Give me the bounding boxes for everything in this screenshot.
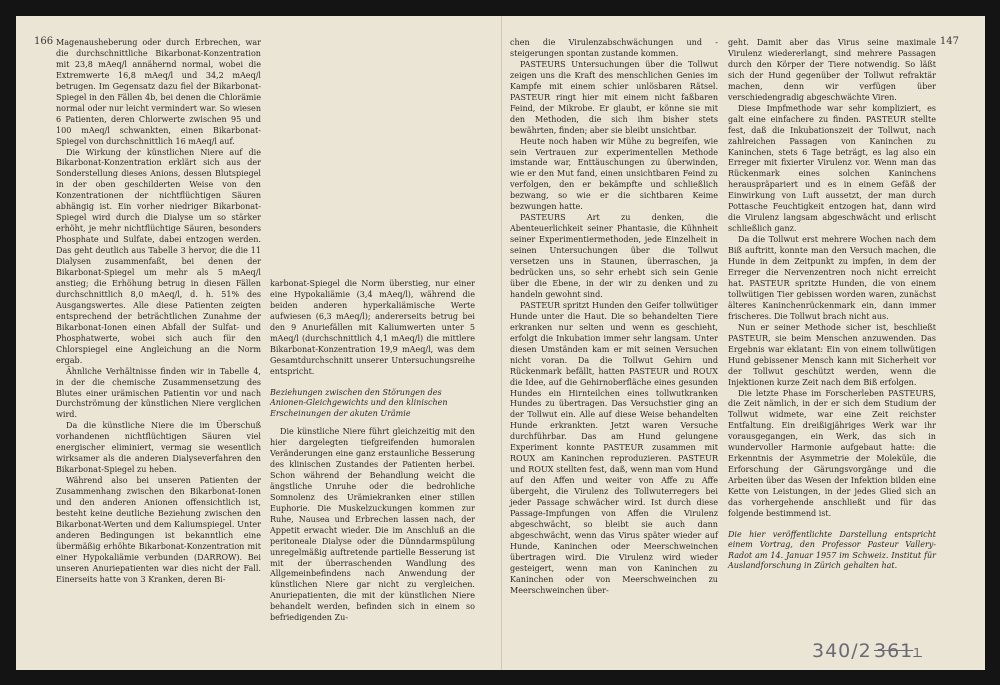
right-page (501, 16, 985, 670)
right-column-2 (728, 38, 936, 572)
paragraph: Während also bei unseren Patienten der Zusammenhang zwischen den Bikarbonat-Ionen und den anderen Anionen offensichtlich ist, besteht keine deutliche Beziehung zwischen den Bikarbonat-Werten und dem Kaliumspiegel. Unter anderen Bedingungen ist bekanntlich eine übermäßig erhöhte Bikarbonat-Konzentration mit einer Hypokaliämie verbunden (DARROW). Bei unseren Anuriepatienten war dies nicht der Fall. Einerseits hatte von 3 Kranken, deren Bi- (56, 476, 261, 584)
paragraph: Diese Impfmethode war sehr kompliziert, es galt eine einfachere zu finden. PASTEUR stellte fest, daß die Inkubationszeit der Tollwut, nach zahlreichen Passagen von Kaninchen zu Kaninchen, stets 6 Tage beträgt, es lag also ein Erreger mit fixierter Virulenz vor. Wenn man das Rückenmark eines solchen Kaninchens herauspräpariert und es in einem Gefäß der Einwirkung von Luft aussetzt, der man durch Pottasche Feuchtigkeit entzogen hat, dann wird die Virulenz langsam abgeschwächt und erlischt schließlich ganz. (728, 103, 936, 234)
paragraph: Nun er seiner Methode sicher ist, beschließt PASTEUR, sie beim Menschen anzuwenden. Das Ergebnis war eklatant: Ein von einem tollwütigen Hund gebissener Mensch kann mit Sicherheit vor der Tollwut geschützt werden, wenn die Injektionen kurze Zeit nach dem Biß erfolgen. (728, 322, 936, 387)
paragraph: Da die Tollwut erst mehrere Wochen nach dem Biß auftritt, konnte man den Versuch machen, die Hunde in dem Zeitpunkt zu impfen, in dem der Erreger die Nervenzentren noch nicht erreicht hat. PASTEUR spritzte Hunden, die von einem tollwütigen Tier gebissen worden waren, zunächst älteres Kaninchenrückenmark ein, dann immer frischeres. Die Tollwut brach nicht aus. (728, 235, 936, 321)
paragraph: PASTEURS Untersuchungen über die Tollwut zeigen uns die Kraft des menschlichen Genies im Kampfe mit einem schier unlösbaren Rätsel. PASTEUR ringt hier mit einem nicht faßbaren Feind, der Mikrobe. Er glaubt, er könne sie mit den Methoden, die sich ihm bisher stets bewährten, finden; aber sie bleibt unsichtbar. (510, 59, 718, 135)
paragraph: PASTEUR spritzt Hunden den Geifer tollwütiger Hunde unter die Haut. Die so behandelten Tiere erkranken nur selten und wenn es geschieht, erfolgt die Inkubation immer sehr langsam. Unter diesen Umständen kam er mit seinen Versuchen nicht voran. Da die Tollwut Gehirn und Rückenmark befällt, hatten PASTEUR und ROUX die Idee, auf die Gehirnoberfläche eines gesunden Hundes ein Hirnteilchen eines tollwutkranken Hundes zu übertragen. Das Versuchstier ging an der Tollwut ein. Alle auf diese Weise behandelten Hunde erkrankten. Jetzt waren Versuche durchführbar. Das am Hund gelungene Experiment konnte PASTEUR zusammen mit ROUX am Kaninchen reproduzieren. PASTEUR und ROUX stellten fest, daß, wenn man vom Hund auf den Affen und weiter von Affe zu Affe übergeht, die Virulenz des Tollwuterregers bei jeder Passage schwächer wird. Ist durch diese Passage-Impfungen von Affen die Virulenz abgeschwächt, so bleibt sie auch dann abgeschwächt, wenn das Virus später wieder auf Hunde, Kaninchen oder Meerschweinchen übertragen wird. Die Virulenz wird wieder gesteigert, wenn man von Kaninchen zu Kaninchen oder von Meerschweinchen zu Meerschweinchen über- (510, 300, 718, 595)
page-number-left: 166 (34, 36, 54, 47)
paragraph: PASTEURS Art zu denken, die Abenteuerlichkeit seiner Phantasie, die Kühnheit seiner Experimentiermethoden, jede Einzelheit in seinen Untersuchungen über die Tollwut versetzen uns in Staunen, überraschen, ja bedrücken uns, so sehr erhebt sich sein Genie über die Ebene, in der wir zu denken und zu handeln gewohnt sind. (510, 213, 718, 299)
book-spread (16, 16, 985, 670)
left-page (16, 16, 501, 670)
pencil-annotation-text: 361 (874, 640, 914, 662)
left-column-1 (56, 38, 261, 586)
paragraph: chen die Virulenzabschwächungen und -steigerungen spontan zustande kommen. (510, 38, 718, 58)
pencil-annotation-struck (874, 640, 922, 662)
paragraph: Die künstliche Niere führt gleichzeitig mit den hier dargelegten tiefgreifenden humoralen Veränderungen eine ganz erstaunliche Besserung des klinischen Zustandes der Patienten herbei. Schon während der Behandlung weicht die ängstliche Unruhe oder die bedrohliche Somnolenz des Urämiekranken einer stillen Euphorie. Die Muskelzuckungen kommen zur Ruhe, Nausea und Erbrechen lassen nach, der Appetit erwacht wieder. Die im Anschluß an die peritoneale Dialyse oder die Dünndarmspülung unregelmäßig auftretende partielle Besserung ist mit der überraschenden Wandlung des Allgemeinbefindens nach Anwendung der künstlichen Niere gar nicht zu vergleichen. Anuriepatienten, die mit der künstlichen Niere behandelt werden, befinden sich in einem so befriedigenden Zu- (270, 427, 475, 623)
footnote: Die hier veröffentlichte Darstellung entspricht einem Vortrag, den Professor Pasteur Vallery-Radot am 14. Januar 1957 im Schweiz. Institut für Auslandforschung in Zürich gehalten hat. (728, 529, 936, 571)
pencil-annotation-sub: 1 (913, 646, 922, 660)
paragraph: geht. Damit aber das Virus seine maximale Virulenz wiedererlangt, sind mehrere Passagen durch den Körper der Tiere notwendig. So läßt sich der Hund gegenüber der Tollwut refraktär machen, denn wir verfügen über verschiedengradig abgeschwächte Viren. (728, 38, 936, 102)
right-column-1 (510, 38, 718, 597)
paragraph: Da die künstliche Niere die im Überschuß vorhandenen nichtflüchtigen Säuren viel energischer eliminiert, vermag sie wesentlich wirksamer als die anderen Dialyseverfahren den Bikarbonat-Spiegel zu heben. (56, 421, 261, 475)
pencil-annotation: 340/2 (812, 640, 872, 662)
page-number-right: 147 (939, 36, 959, 47)
paragraph: Die letzte Phase im Forscherleben PASTEURS, die Zeit nämlich, in der er sich dem Studium der Tollwut widmete, war eine Zeit reichster Entfaltung. Ein dreißigjähriges Werk war ihr vorausgegangen, ein Werk, das sich in wundervoller Harmonie aufgebaut hatte: die Erkenntnis der Asymmetrie der Moleküle, die Erforschung der Gärungsvorgänge und die Arbeiten über das Wesen der Infektion bilden eine Kette von Leistungen, in der jedes Glied sich an das vorhergehende anschließt und für das folgende bestimmend ist. (728, 388, 936, 518)
paragraph: karbonat-Spiegel die Norm überstieg, nur einer eine Hypokaliämie (3,4 mAeq/l), während die beiden anderen hyperkaliämische Werte aufwiesen (6,3 mAeq/l); andererseits betrug bei den 9 Anuriefällen mit Kaliumwerten unter 5 mAeq/l (durchschnittlich 4,1 mAeq/l) die mittlere Bikarbonat-Konzentration 19,9 mAeq/l, was dem Gesamtdurchschnitt unserer Untersuchungsreihe entspricht. (270, 279, 475, 376)
left-column-2 (270, 279, 475, 624)
section-heading: Beziehungen zwischen den Störungen des Anionen-Gleichgewichts und den klinischen Erscheinungen der akuten Urämie (270, 387, 448, 418)
paragraph: Magenausheberung oder durch Erbrechen, war die durchschnittliche Bikarbonat-Konzentration mit 23,8 mAeq/l annähernd normal, wobei die Extremwerte 16,8 mAeq/l und 34,2 mAeq/l betrugen. Im Gegensatz dazu fiel der Bikarbonat-Spiegel in den Fällen 4b, bei denen die Chlorämie normal oder nur leicht vermindert war. So wiesen 6 Patienten, deren Chlorwerte zwischen 95 und 100 mAeq/l schwankten, einen Bikarbonat-Spiegel von durchschnittlich 16 mAeq/l auf. (56, 38, 261, 146)
paragraph: Ähnliche Verhältnisse finden wir in Tabelle 4, in der die chemische Zusammensetzung des Blutes einer urämischen Patientin vor und nach Durchströmung der künstlichen Niere verglichen wird. (56, 366, 261, 420)
paragraph: Heute noch haben wir Mühe zu begreifen, wie sein Vertrauen zur experimentellen Methode imstande war, Enttäuschungen zu überwinden, wie er den Mut fand, einen unsichtbaren Feind zu verfolgen, den er bekämpfte und schließlich bezwang, so wie er die sichtbaren Keime bezwungen hatte. (510, 136, 718, 212)
paragraph: Die Wirkung der künstlichen Niere auf die Bikarbonat-Konzentration erklärt sich aus der Sonderstellung dieses Anions, dessen Blutspiegel in der oben geschilderten Weise von den Konzentrationen der nichtflüchtigen Säuren abhängig ist. Ein vorher niedriger Bikarbonat-Spiegel wird durch die Dialyse um so stärker erhöht, je mehr nichtflüchtige Säuren, besonders Phosphate und Sulfate, dabei entzogen werden. Das geht deutlich aus Tabelle 3 hervor, die die 11 Dialysen zusammenfaßt, bei denen der Bikarbonat-Spiegel um mehr als 5 mAeq/l anstieg; die Erhöhung betrug in diesen Fällen durchschnittlich 8,0 mAeq/l, d. h. 51% des Ausgangswertes. Alle diese Patienten zeigten entsprechend der beträchtlichen Zunahme der Bikarbonat-Ionen einen Abfall der Sulfat- und Phosphatwerte, wobei sich auch für den Chlorspiegel eine Angleichung an die Norm ergab. (56, 147, 261, 365)
